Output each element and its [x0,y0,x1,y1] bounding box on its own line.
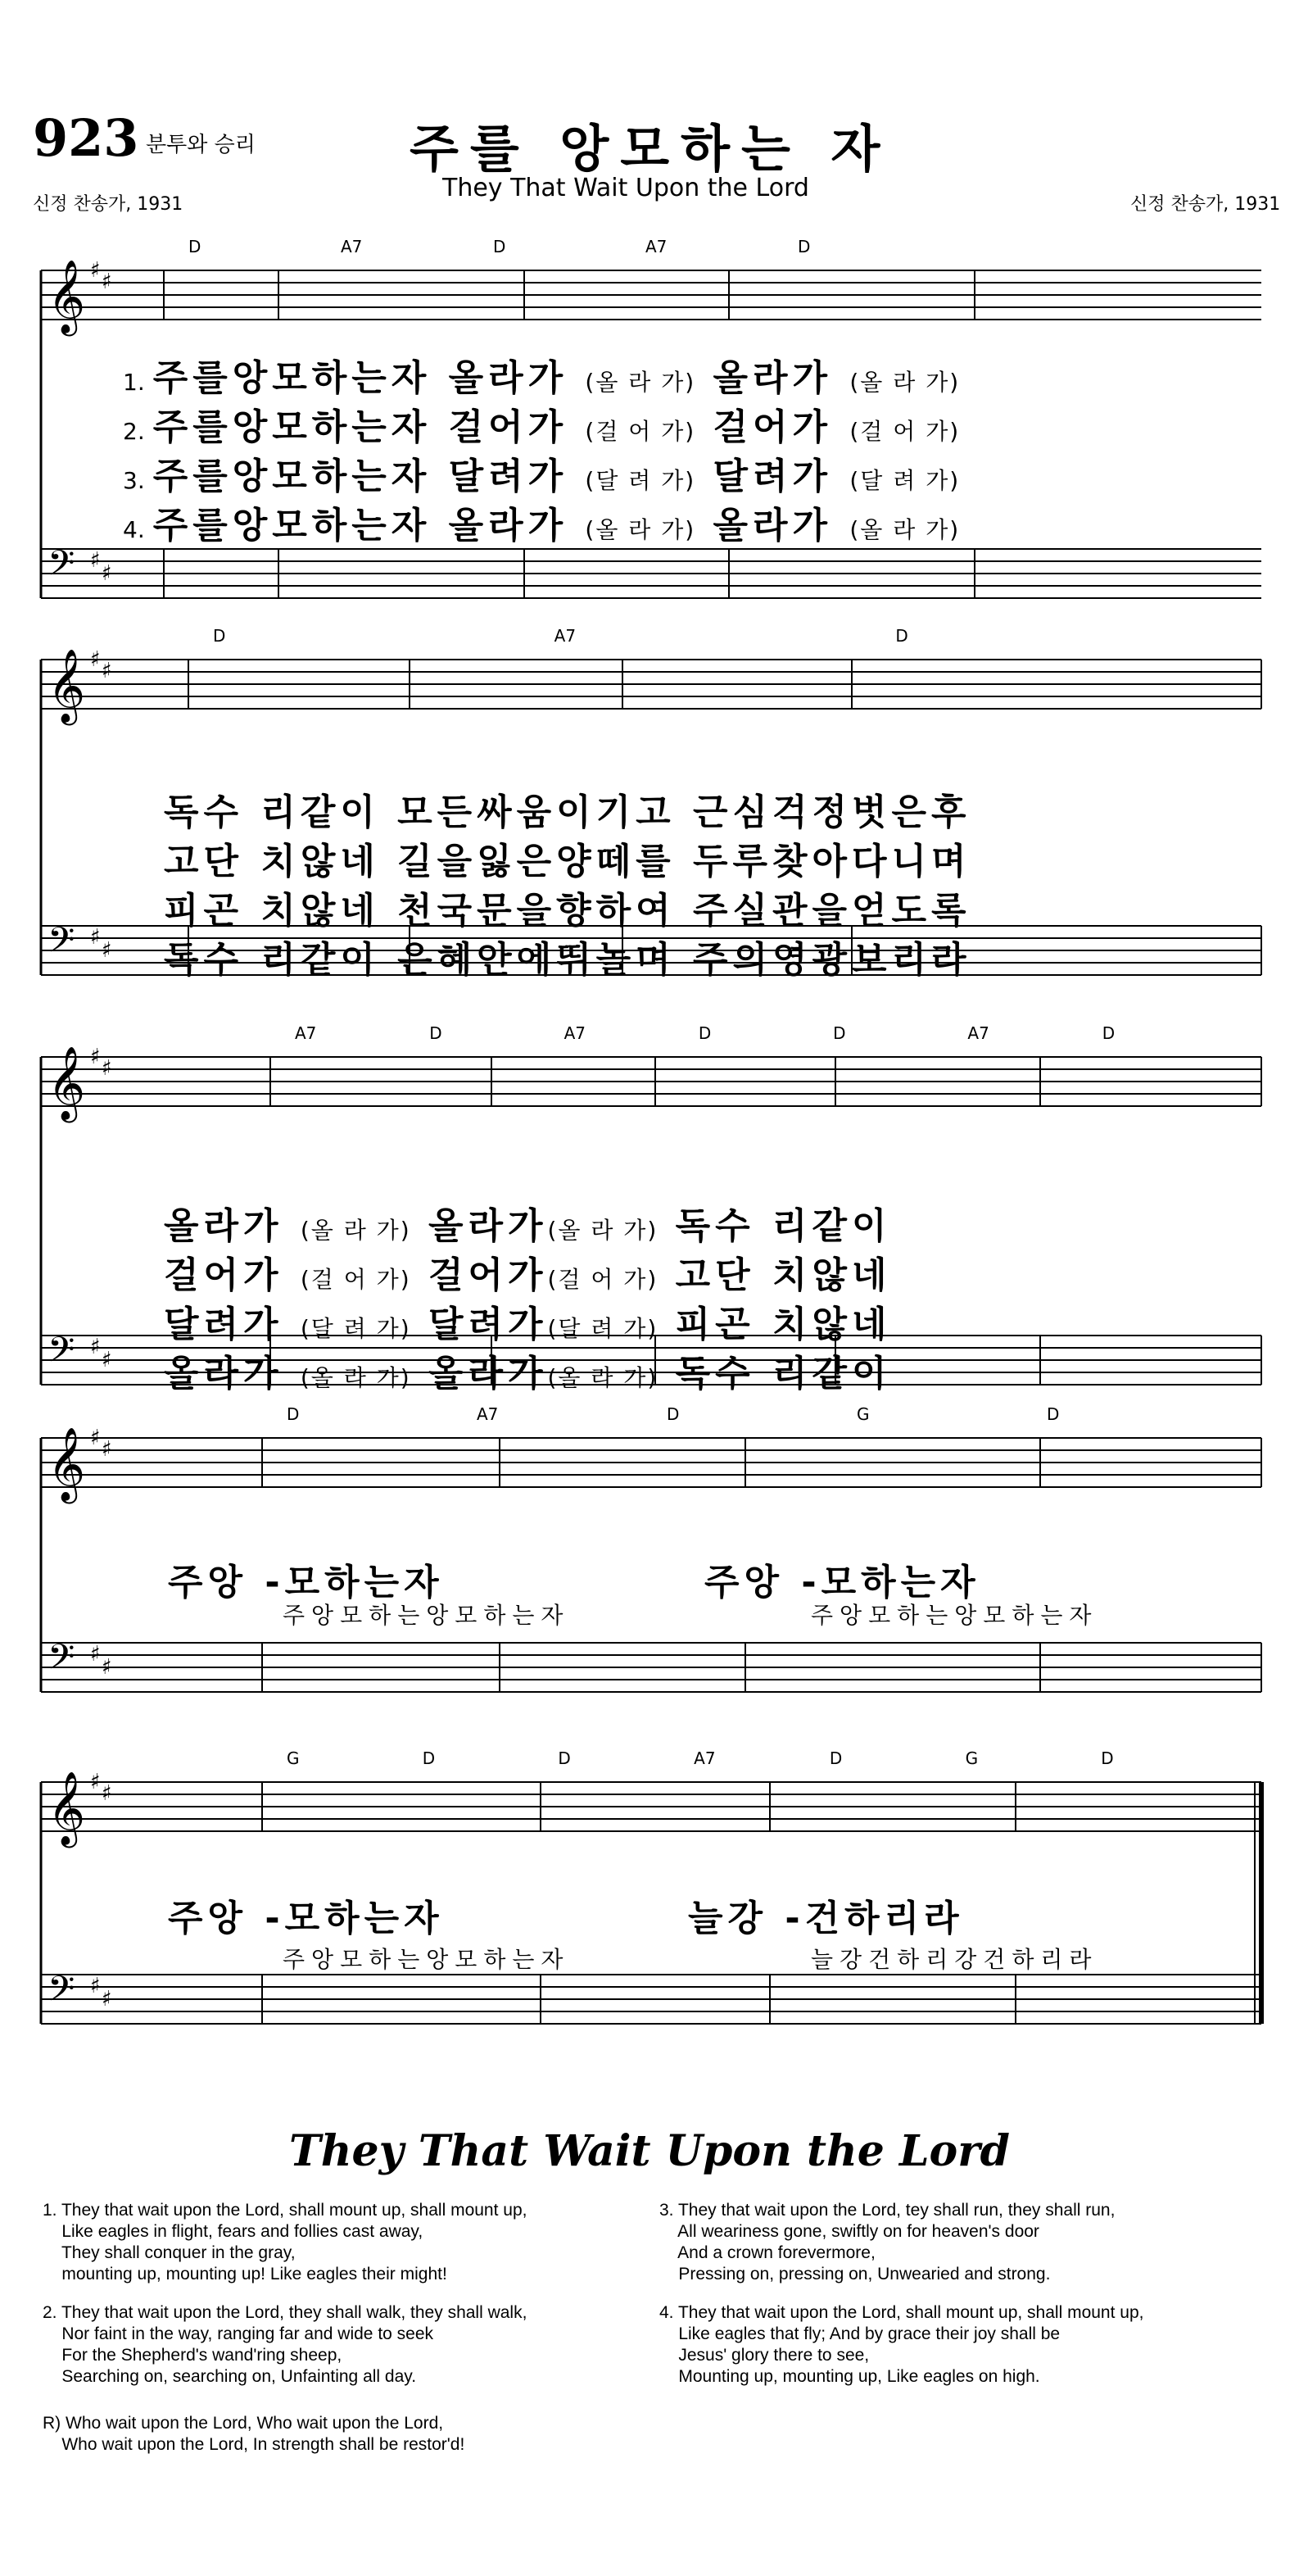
english-verse-2: 2. They that wait upon the Lord, they shall walk, they shall walk, Nor faint in the way, ranging far and wide to seek For the Shepherd's wand'ring sheep, Searching on, searching on, Unfainting all day. [43,2303,527,2386]
verse-2-line: 걸어가 (걸 어 가) 걸어가(걸 어 가) 고단 치않네 [164,1254,892,1296]
treble-clef-icon: 𝄞 [48,1427,86,1501]
treble-clef-icon: 𝄞 [48,1046,86,1120]
chorus-sub-2: 주앙모하는앙모하는자 [811,1602,1098,1629]
sharp-icon: ♯ [90,925,101,950]
chorus-sub-1: 주앙모하는앙모하는자 [283,1602,570,1629]
chorus-sub-2: 늘강건하리강건하리라 [811,1946,1098,1973]
chord-symbol: G [857,1404,870,1424]
chord-symbol: G [287,1748,300,1768]
sharp-icon: ♯ [102,659,112,683]
chord-symbol: A7 [967,1023,989,1043]
sharp-icon: ♯ [90,1974,101,1998]
verse-2-line: 고단 치않네 길을잃은양떼를 두루찾아다니며 [164,841,971,882]
chord-symbol: A7 [477,1404,499,1424]
sharp-icon: ♯ [102,1348,112,1372]
bass-clef-icon: 𝄢 [48,543,75,592]
chorus-sub-1: 주앙모하는앙모하는자 [283,1946,570,1973]
sharp-icon: ♯ [102,1987,112,2011]
chord-symbol: D [698,1023,712,1043]
sharp-icon: ♯ [102,270,112,294]
bass-clef-icon: 𝄢 [48,1637,75,1686]
chord-symbol: D [493,237,506,256]
chorus-main-2: 늘강 -건하리라 [688,1898,964,1939]
source-left: 신정 찬송가, 1931 [33,194,183,215]
chord-symbol: D [1101,1748,1114,1768]
chord-symbol: D [188,237,201,256]
chord-symbol: D [798,237,811,256]
english-verse-1: 1. They that wait upon the Lord, shall mount up, shall mount up, Like eagles in flight, fears and follies cast away, They shall conquer in the gray, mounting up, mounting up! Like eagles their might! [43,2201,527,2283]
verse-1-line: 독수 리같이 모든싸움이기고 근심걱정벗은후 [164,791,971,833]
sharp-icon: ♯ [90,258,101,283]
chord-symbol: D [833,1023,846,1043]
verse-1-line: 1. 주를앙모하는자 올라가 (올 라 가) 올라가 (올 라 가) [123,357,961,399]
bass-clef-icon: 𝄢 [48,1330,75,1379]
sharp-icon: ♯ [102,1655,112,1680]
chorus-main-2: 주앙 -모하는자 [704,1562,980,1603]
english-verse-3: 3. They that wait upon the Lord, tey shall run, they shall run, All weariness gone, swiftly on for heaven's door And a crown forevermore, Pressing on, pressing on, Unwearied and strong. [659,2201,1116,2283]
bass-clef-icon: 𝄢 [48,920,75,969]
verse-4-line: 독수 리같이 은혜안에뛰놀며 주의영광보리라 [164,939,971,981]
verse-2-line: 2. 주를앙모하는자 걸어가 (걸 어 가) 걸어가 (걸 어 가) [123,406,961,448]
sharp-icon: ♯ [90,1770,101,1794]
verse-3-line: 3. 주를앙모하는자 달려가 (달 려 가) 달려가 (달 려 가) [123,456,961,497]
hymn-number: 923 [33,108,139,168]
chord-symbol: A7 [564,1023,586,1043]
hymn-category: 분투와 승리 [146,133,256,157]
source-right: 신정 찬송가, 1931 [1130,194,1281,215]
sharp-icon: ♯ [90,1335,101,1359]
english-refrain: R) Who wait upon the Lord, Who wait upon the Lord, Who wait upon the Lord, In strength shall be restor'd! [43,2414,465,2454]
sharp-icon: ♯ [102,1056,112,1081]
chord-symbol: D [1102,1023,1116,1043]
sharp-icon: ♯ [102,1781,112,1806]
sharp-icon: ♯ [90,548,101,573]
english-verse-4: 4. They that wait upon the Lord, shall mount up, shall mount up, Like eagles that fly; And by grace their joy shall be Jesus' glory there to see, Mounting up, mounting up, Like eagles on high. [659,2303,1144,2386]
chord-symbol: D [1047,1404,1060,1424]
treble-clef-icon: 𝄞 [48,649,86,723]
sharp-icon: ♯ [90,1642,101,1667]
chorus-main-1: 주앙 -모하는자 [168,1562,444,1603]
treble-clef-icon: 𝄞 [48,260,86,333]
chord-symbol: D [287,1404,300,1424]
sharp-icon: ♯ [90,647,101,672]
verse-4-line: 4. 주를앙모하는자 올라가 (올 라 가) 올라가 (올 라 가) [123,505,961,546]
chord-symbol: A7 [554,626,577,646]
hymn-title-korean: 주를 앙모하는 자 [410,119,892,179]
chord-symbol: D [558,1748,571,1768]
treble-clef-icon: 𝄞 [48,1771,86,1845]
chord-symbol: D [213,626,226,646]
chord-symbol: D [422,1748,436,1768]
chord-symbol: A7 [295,1023,317,1043]
verse-1-line: 올라가 (올 라 가) 올라가(올 라 가) 독수 리같이 [164,1205,892,1247]
chord-symbol: D [429,1023,442,1043]
verse-4-line: 올라가 (올 라 가) 올라가(올 라 가) 독수 리같이 [164,1353,892,1395]
sharp-icon: ♯ [102,938,112,963]
chord-symbol: D [667,1404,680,1424]
chorus-main-1: 주앙 -모하는자 [168,1898,444,1939]
verse-3-line: 피곤 치않네 천국문을향하여 주실관을얻도록 [164,890,971,932]
english-title: They That Wait Upon the Lord [289,2126,1010,2176]
chord-symbol: A7 [694,1748,716,1768]
sharp-icon: ♯ [102,1437,112,1462]
chord-symbol: A7 [645,237,668,256]
chord-symbol: G [965,1748,979,1768]
sharp-icon: ♯ [102,561,112,586]
chord-symbol: A7 [341,237,363,256]
sharp-icon: ♯ [90,1426,101,1450]
bass-clef-icon: 𝄢 [48,1969,75,2018]
chord-symbol: D [895,626,908,646]
sharp-icon: ♯ [90,1045,101,1069]
hymn-title-english: They That Wait Upon the Lord [442,174,809,202]
verse-3-line: 달려가 (달 려 가) 달려가(달 려 가) 피곤 치않네 [164,1304,892,1345]
chord-symbol: D [829,1748,843,1768]
